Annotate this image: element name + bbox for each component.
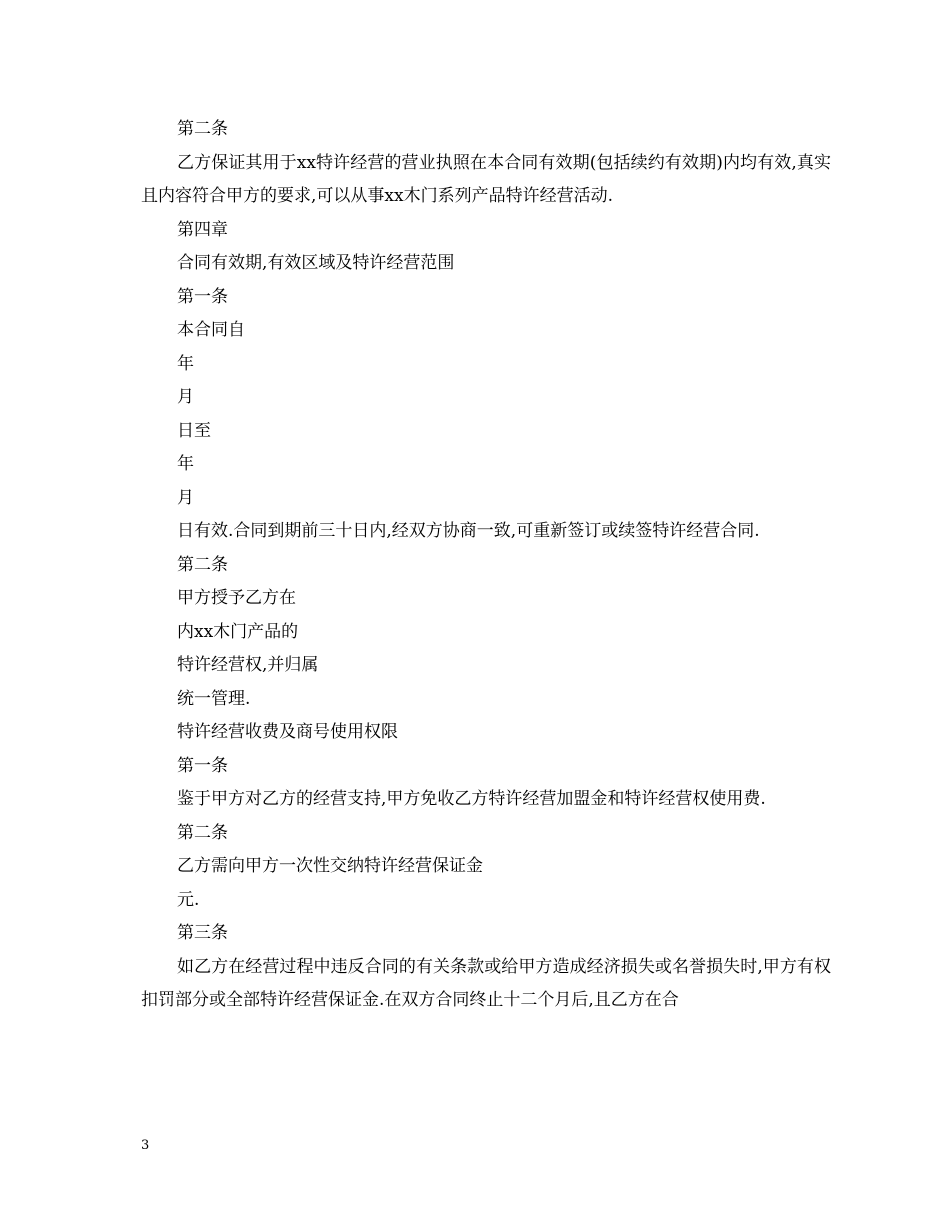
paragraph: 月	[177, 487, 194, 508]
paragraph: 第一条	[177, 286, 228, 307]
paragraph: 第三条	[177, 923, 228, 943]
paragraph: 合同有效期,有效区域及特许经营范围	[177, 253, 455, 273]
paragraph: 月	[177, 387, 194, 407]
paragraph: 特许经营权,并归属	[177, 655, 319, 675]
paragraph: 第二条	[177, 119, 228, 139]
paragraph: 第一条	[177, 755, 228, 776]
paragraph: 特许经营收费及商号使用权限	[177, 722, 398, 742]
paragraph: 日至	[177, 420, 211, 441]
paragraph: 甲方授予乙方在	[177, 588, 296, 608]
paragraph: 年	[177, 353, 194, 374]
paragraph: 统一管理.	[177, 688, 251, 709]
document-body	[141, 113, 831, 1018]
paragraph: 鉴于甲方对乙方的经营支持,甲方免收乙方特许经营加盟金和特许经营权使用费.	[177, 789, 766, 809]
paragraph: 年	[177, 454, 194, 474]
paragraph: 第二条	[177, 554, 228, 575]
paragraph: 如乙方在经营过程中违反合同的有关条款或给甲方造成经济损失或名誉损失时,甲方有权扣罚部分或全部特许经营保证金.在双方合同终止十二个月后,且乙方在合	[141, 956, 831, 1010]
paragraph: 乙方保证其用于xx特许经营的营业执照在本合同有效期(包括续约有效期)内均有效,真实且内容符合甲方的要求,可以从事xx木门系列产品特许经营活动.	[141, 152, 831, 206]
paragraph: 日有效.合同到期前三十日内,经双方协商一致,可重新签订或续签特许经营合同.	[177, 521, 760, 541]
paragraph: 第四章	[177, 219, 228, 240]
paragraph: 内xx木门产品的	[177, 621, 299, 642]
paragraph: 本合同自	[177, 320, 245, 340]
page-number: 3	[141, 1138, 150, 1153]
paragraph: 第二条	[177, 822, 228, 843]
paragraph: 元.	[177, 889, 200, 910]
paragraph: 乙方需向甲方一次性交纳特许经营保证金	[177, 856, 483, 876]
